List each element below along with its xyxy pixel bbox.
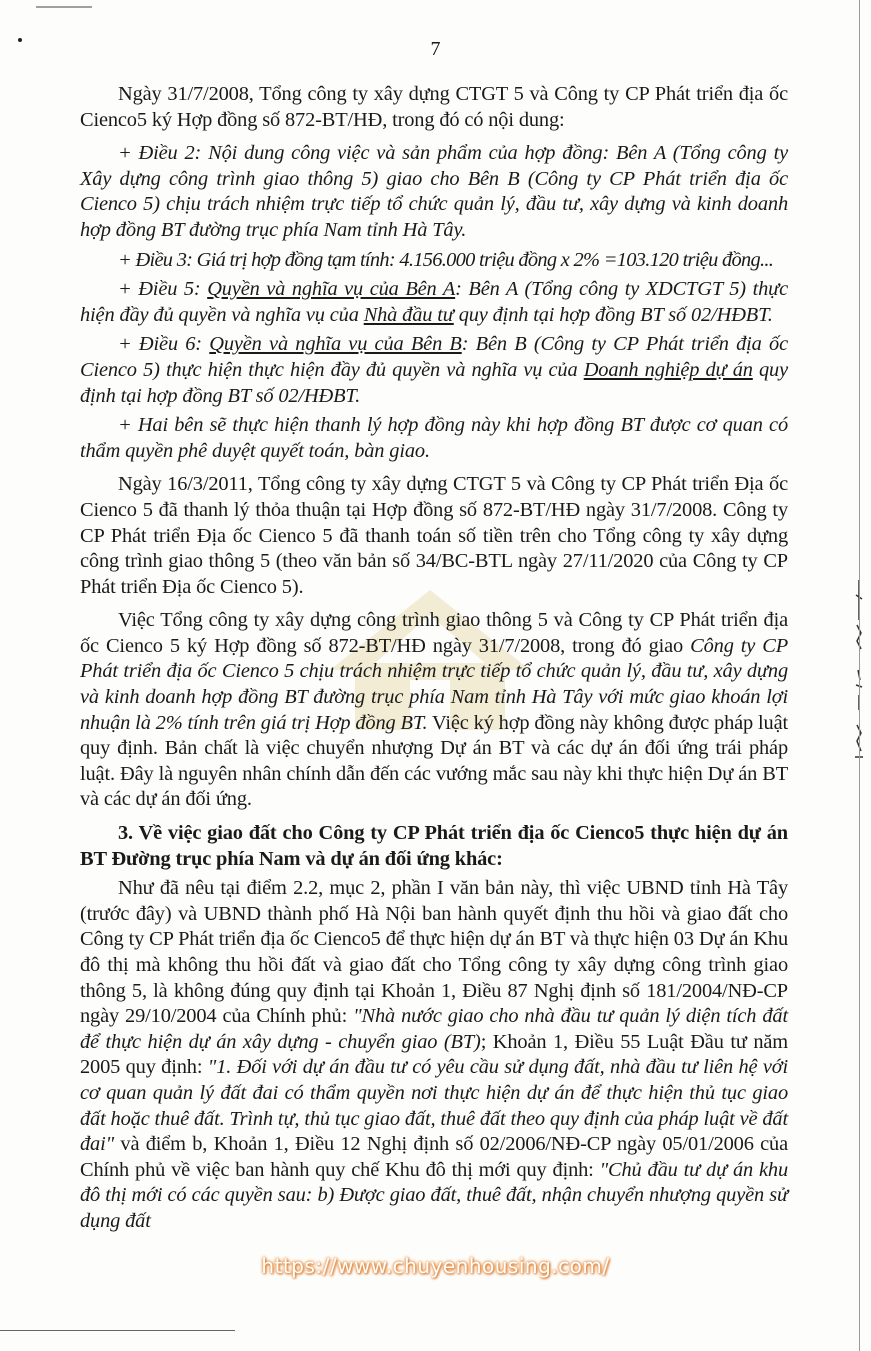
paragraph-liquidation-clause: + Hai bên sẽ thực hiện thanh lý hợp đồng này khi hợp đồng BT được cơ quan có thẩm quyền phê duyệt quyết toán, bàn giao. (80, 414, 788, 462)
paragraph-land-allocation (80, 876, 788, 1234)
land-text-2: ; Khoản 1, Điều 55 Luật Đầu tư năm 2005 quy định: (80, 1030, 788, 1079)
section-heading-3: 3. Về việc giao đất cho Công ty CP Phát triển địa ốc Cienco5 thực hiện dự án BT Đường trục phía Nam và dự án đối ứng khác: (80, 822, 788, 870)
land-text-3: và điểm b, Khoản 1, Điều 12 Nghị định số 02/2006/NĐ-CP ngày 05/01/2006 của Chính phủ về việc ban hành quy chế Khu đô thị mới quy định: (80, 1133, 788, 1181)
watermark-url: https://www.chuyenhousing.com/ (261, 1254, 610, 1278)
land-quote-2: "1. Đối với dự án đầu tư có yêu cầu sử dụng đất, nhà đầu tư liên hệ với cơ quan quản lý đất đai có thẩm quyền nơi thực hiện dự án để thực hiện thủ tục giao đất hoặc thuê đất. Trình tự, thủ tục giao đất, thuê đất theo quy định của pháp luật về đất đai" (80, 1056, 788, 1156)
assessment-tail: Việc ký hợp đồng này không được pháp luật quy định. Bản chất là việc chuyển nhượng Dự án BT và các dự án đối ứng trái pháp luật. Đây là nguyên nhân chính dẫn đến các vướng mắc sau này khi thực hiện Dự án BT và các dự án đối ứng. (80, 711, 788, 811)
land-text-1: Như đã nêu tại điểm 2.2, mục 2, phần I văn bản này, thì việc UBND tỉnh Hà Tây (trước đây) và UBND thành phố Hà Nội ban hành quyết định thu hồi và giao đất cho Công ty CP Phát triển địa ốc Cienco5 để thực hiện dự án BT và thực hiện 03 Dự án Khu đô thị mà không thu hồi đất và giao đất cho Tổng công ty xây dựng công trình giao thông 5, là không đúng quy định tại Khoản 1, Điều 87 Nghị định số 181/2004/NĐ-CP ngày 29/10/2004 của Chính phủ: (80, 877, 788, 1028)
document-body (80, 82, 788, 1243)
article-6-prefix: + Điều 6: (118, 333, 210, 356)
article-6-text: : Bên B (Công ty CP Phát triển địa ốc Cienco 5) thực hiện thực hiện đầy đủ quyền và nghĩa vụ của (80, 333, 788, 381)
scan-edge-line (859, 0, 860, 1351)
paragraph-article-3: + Điều 3: Giá trị hợp đồng tạm tính: 4.156.000 triệu đồng x 2% =103.120 triệu đồng... (118, 248, 774, 271)
article-5-text: : Bên A (Tổng công ty XDCTGT 5) thực hiện đầy đủ quyền và nghĩa vụ của (80, 278, 788, 326)
paragraph-assessment (80, 608, 788, 813)
paragraph-liquidation-date: Ngày 16/3/2011, Tổng công ty xây dựng CTGT 5 và Công ty CP Phát triển Địa ốc Cienco 5 đã thanh lý thỏa thuận tại Hợp đồng số 872-BT/HĐ ngày 31/7/2008. Công ty CP Phát triển Địa ốc Cienco 5 đã thanh toán số tiền trên cho Tổng công ty xây dựng công trình giao thông 5 (theo văn bản số 34/BC-BTL ngày 27/11/2020 của Công ty CP Phát triển Địa ốc Cienco 5). (80, 473, 788, 598)
land-quote-3: "Chủ đầu tư dự án khu đô thị mới có các quyền sau: b) Được giao đất, thuê đất, nhận chuyển nhượng quyền sử dụng đất (80, 1158, 788, 1232)
land-quote-1: "Nhà nước giao cho nhà đầu tư quản lý diện tích đất để thực hiện dự án xây dựng - chuyển giao (BT) (80, 1005, 788, 1053)
page-number: 7 (430, 38, 441, 60)
assessment-lead: Việc Tổng công ty xây dựng công trình giao thông 5 và Công ty CP Phát triển địa ốc Cienco 5 ký Hợp đồng số 872-BT/HĐ ngày 31/7/2008, trong đó giao (80, 609, 788, 657)
article-5-prefix: + Điều 5: (118, 278, 208, 301)
article-6-enterprise: Doanh nghiệp dự án (583, 358, 753, 381)
paragraph-article-6 (80, 332, 788, 409)
assessment-quote: Công ty CP Phát triển địa ốc Cienco 5 chịu trách nhiệm trực tiếp tổ chức quản lý, đầu tư, xây dựng và kinh doanh hợp đồng BT đường trục phía Nam tỉnh Hà Tây với mức giao khoán lợi nhuận là 2% tính trên giá trị Hợp đồng BT. (80, 634, 788, 734)
paragraph-article-5 (80, 277, 788, 328)
scan-top-mark (36, 0, 92, 8)
article-6-heading: Quyền và nghĩa vụ của Bên B (209, 333, 462, 356)
article-5-investor: Nhà đầu tư (363, 303, 454, 326)
article-5-suffix: quy định tại hợp đồng BT số 02/HĐBT. (453, 303, 773, 326)
article-6-suffix: quy định tại hợp đồng BT số 02/HĐBT. (80, 358, 788, 407)
paragraph-article-2: + Điều 2: Nội dung công việc và sản phẩm của hợp đồng: Bên A (Tổng công ty Xây dựng công trình giao thông 5) giao cho Bên B (Công ty CP Phát triển địa ốc Cienco 5) chịu trách nhiệm trực tiếp tổ chức quản lý, đầu tư, xây dựng và kinh doanh hợp đồng BT đường trục phía Nam tỉnh Hà Tây. (80, 142, 788, 241)
footer-rule (0, 1330, 235, 1331)
article-5-heading: Quyền và nghĩa vụ của Bên A (207, 278, 456, 301)
paragraph-contract-date: Ngày 31/7/2008, Tổng công ty xây dựng CTGT 5 và Công ty CP Phát triển địa ốc Cienco5 ký Hợp đồng số 872-BT/HĐ, trong đó có nội dung: (80, 83, 788, 131)
